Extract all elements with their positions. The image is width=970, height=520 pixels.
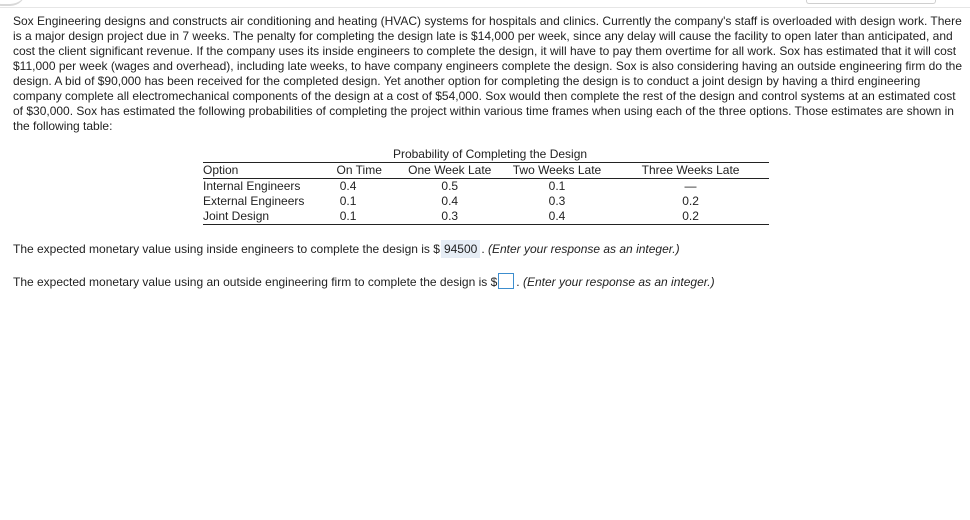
top-left-decoration [0,0,26,6]
table-row [203,209,769,225]
problem-statement: Sox Engineering designs and constructs air conditioning and heating (HVAC) systems for hospitals and clinics. Currently the company's staff is overloaded with design work. There is a major design project due in 7 weeks. The penalty for completing the design late is $14,000 per week, since any delay will cause the facility to open later than anticipated, and cost the client significant revenue. If the company uses its inside engineers to complete the design, it will have to pay them overtime for all work. Sox has estimated that it will cost $11,000 per week (wages and overhead), including late weeks, to have company engineers complete the design. Sox is also considering having an outside engineering firm do the design. A bid of $90,000 has been received for the completed design. Yet another option for completing the design is to conduct a joint design by having a third engineering company complete all electromechanical components of the design at a cost of $54,000. Sox would then complete the rest of the design and control systems at an estimated cost of $30,000. Sox has estimated the following probabilities of completing the project within various time frames when using each of the three options. Those estimates are shown in the following table: [13,14,963,133]
cell-two-weeks-late: 0.4 [502,209,612,225]
header-on-time: On Time [321,163,398,179]
probability-table [203,162,769,225]
cell-three-weeks-late: 0.2 [682,194,699,208]
table-row [203,179,769,195]
cell-one-week-late: 0.3 [398,209,502,225]
question-outside-firm: The expected monetary value using an outside engineering firm to complete the design is $ . (Enter your response as an integer.) [13,275,715,289]
question-text: The expected monetary value using inside engineers to complete the design is $ [13,242,440,256]
answer-input[interactable] [498,273,514,289]
answer-hint: (Enter your response as an integer.) [487,242,680,256]
row-option-label: External Engineers [203,194,305,208]
table-row [203,194,769,209]
header-one-week-late: One Week Late [398,163,502,179]
header-three-weeks-late: Three Weeks Late [612,163,769,179]
table-header-row [203,163,769,179]
top-right-control-edge [806,0,936,4]
cell-two-weeks-late: 0.1 [548,179,566,193]
header-option: Option [203,163,321,179]
cell-three-weeks-late: 0.2 [612,209,769,225]
question-text: The expected monetary value using an outside engineering firm to complete the design is $ [13,275,498,289]
cell-three-weeks-late: — [684,179,697,193]
cell-one-week-late: 0.4 [441,194,459,208]
cell-on-time: 0.1 [339,194,357,208]
row-option-label: Joint Design [203,209,321,225]
table-caption: Probability of Completing the Design [392,147,588,161]
header-two-weeks-late: Two Weeks Late [502,163,612,179]
cell-on-time: 0.4 [339,179,357,193]
answer-hint: (Enter your response as an integer.) [522,275,715,289]
cell-on-time: 0.1 [321,209,398,225]
question-inside-engineers: The expected monetary value using inside engineers to complete the design is $ 94500 . (Enter your response as an integer.) [13,242,680,256]
content-divider [0,7,970,8]
probability-table-container [203,147,769,225]
cell-one-week-late: 0.5 [441,179,459,193]
answer-value[interactable]: 94500 [441,240,480,258]
row-option-label: Internal Engineers [203,179,301,193]
cell-two-weeks-late: 0.3 [548,194,566,208]
